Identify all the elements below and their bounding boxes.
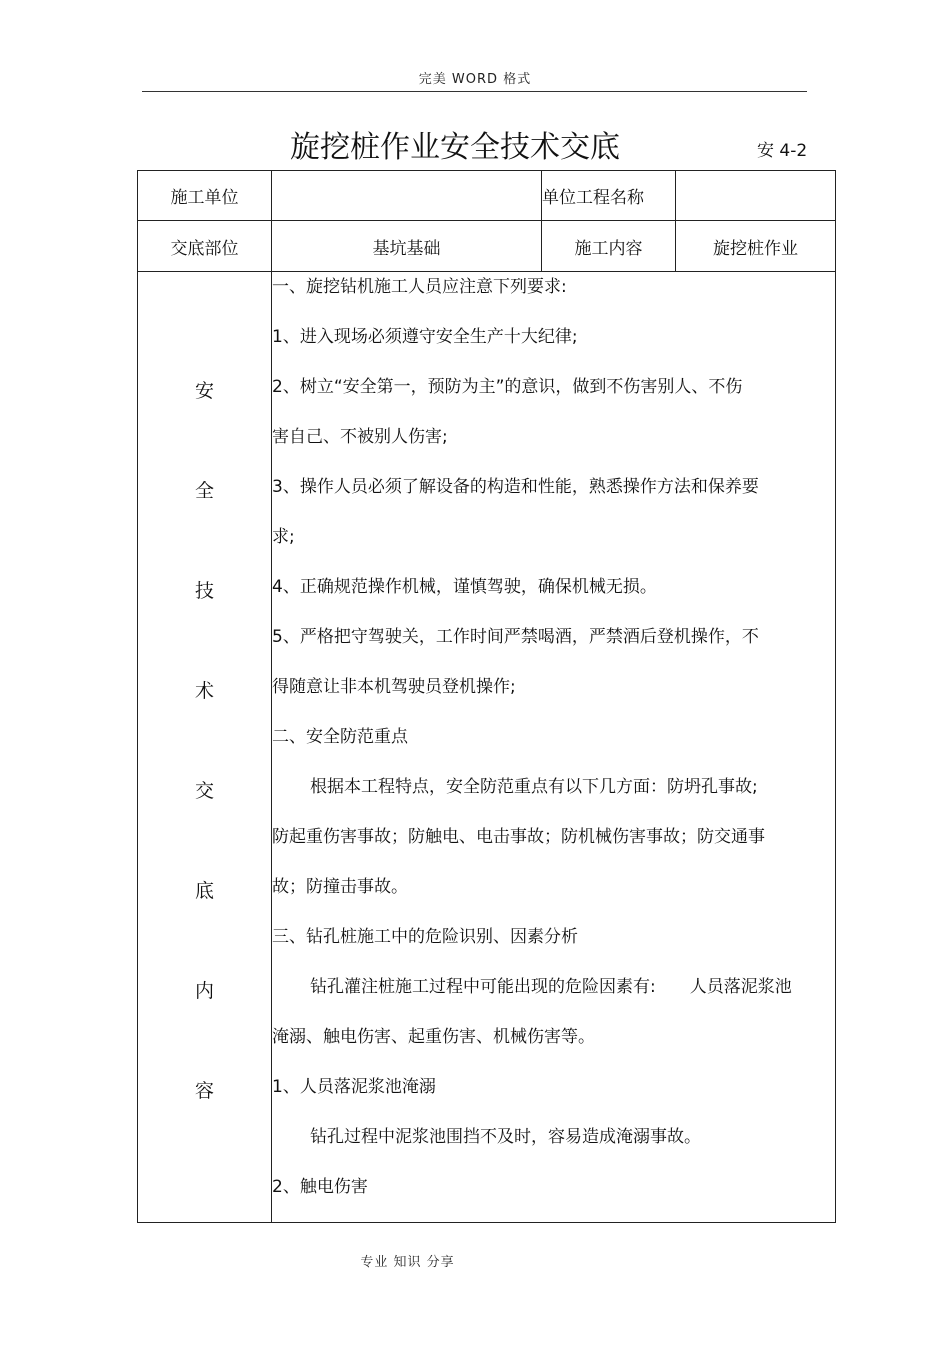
content-line: 淹溺、触电伤害、起重伤害、机械伤害等。 [272, 1027, 595, 1047]
section-label-cell [138, 272, 272, 1223]
table-row-part [138, 221, 836, 272]
content-line: 3、操作人员必须了解设备的构造和性能，熟悉操作方法和保养要 [272, 477, 759, 497]
content-line: 2、触电伤害 [272, 1177, 368, 1197]
section-label-char: 全 [194, 480, 214, 502]
section-label-char: 底 [194, 880, 214, 902]
part-label: 交底部位 [138, 221, 272, 272]
table-row-unit [138, 171, 836, 221]
unit-value [272, 171, 542, 221]
content-value: 旋挖桩作业 [676, 221, 836, 272]
project-name-value [676, 171, 836, 221]
content-line: 根据本工程特点，安全防范重点有以下几方面：防坍孔事故; [310, 777, 758, 797]
part-value: 基坑基础 [272, 221, 542, 272]
document-title: 旋挖桩作业安全技术交底 [290, 130, 620, 165]
section-label-char: 容 [194, 1080, 214, 1102]
section-label-char: 术 [194, 680, 214, 702]
unit-label: 施工单位 [138, 171, 272, 221]
page-footer: 专业 知识 分享 [360, 1255, 455, 1270]
section-label-char: 交 [194, 780, 214, 802]
disclosure-table [137, 170, 836, 1223]
content-label: 施工内容 [542, 221, 676, 272]
content-line: 防起重伤害事故；防触电、电击事故；防机械伤害事故；防交通事 [272, 827, 765, 847]
content-line: 故；防撞击事故。 [272, 877, 408, 897]
content-line: 得随意让非本机驾驶员登机操作; [272, 677, 516, 697]
content-line: 钻孔过程中泥浆池围挡不及时，容易造成淹溺事故。 [310, 1127, 701, 1147]
section-label-char: 安 [194, 380, 214, 402]
content-line: 1、进入现场必须遵守安全生产十大纪律; [272, 327, 578, 347]
content-line: 1、人员落泥浆池淹溺 [272, 1077, 436, 1097]
project-name-label: 单位工程名称 [542, 171, 676, 221]
content-line: 5、严格把守驾驶关，工作时间严禁喝酒，严禁酒后登机操作，不 [272, 627, 759, 647]
content-line: 求; [272, 527, 295, 547]
content-line: 二、安全防范重点 [272, 727, 408, 747]
content-line: 害自己、不被别人伤害; [272, 427, 448, 447]
disclosure-content [272, 272, 836, 1223]
section-label-char: 技 [194, 580, 214, 602]
content-line: 三、钻孔桩施工中的危险识别、因素分析 [272, 927, 578, 947]
header-divider [142, 91, 807, 92]
section-label-char: 内 [194, 980, 214, 1002]
content-line: 钻孔灌注桩施工过程中可能出现的危险因素有: 人员落泥浆池 [310, 977, 792, 997]
page-header: 完美 WORD 格式 [418, 72, 532, 87]
table-row-body [138, 272, 836, 1223]
content-line: 一、旋挖钻机施工人员应注意下列要求: [272, 277, 567, 297]
form-code: 安 4-2 [757, 141, 808, 161]
section-vertical-label [138, 318, 271, 1176]
content-line: 4、正确规范操作机械，谨慎驾驶，确保机械无损。 [272, 577, 657, 597]
content-line: 2、树立“安全第一，预防为主”的意识，做到不伤害别人、不伤 [272, 377, 743, 397]
